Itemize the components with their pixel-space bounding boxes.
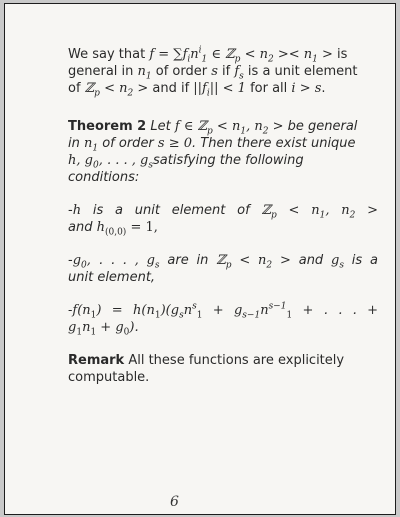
page-content — [68, 46, 378, 386]
definition-paragraph — [68, 46, 378, 97]
theorem-text: be general — [283, 119, 358, 134]
remark-heading: Remark — [68, 353, 125, 368]
definition-formula: $f = \sum f_in^i_1$ ∈ ℤ$_p$ < $n_2 >< n_1$ > — [149, 45, 333, 65]
theorem-text: . Then there exist unique — [192, 136, 356, 151]
condition-1-text: and — [68, 220, 97, 235]
theorem-text: in — [68, 136, 84, 151]
condition-2-line: $-g_0$, . . . , $g_s$ are in ℤ$_p$ < $n_2$ > and $g_s$ is a — [68, 253, 378, 271]
condition-1-line: -h is a unit element of ℤ$_p$ < $n_1$, $n_2$ > — [68, 203, 379, 221]
condition-3-line: $-f(n_1) = h(n_1)(g_sn^s_1 + g_{s-1}n^{s-1}_1$ + . . . + — [68, 301, 379, 321]
theorem-text: satisfying the following conditions: — [68, 153, 304, 185]
definition-text: of — [68, 81, 85, 96]
theorem-formula: $n_1$ — [83, 136, 99, 154]
definition-text: of order — [151, 64, 212, 79]
theorem-text: of order — [98, 136, 158, 151]
condition-1 — [68, 202, 378, 236]
definition-text: if — [217, 64, 235, 79]
definition-formula: i > s — [291, 81, 322, 96]
document-page — [4, 3, 396, 515]
definition-text: . — [321, 81, 326, 96]
theorem-heading: Theorem 2 — [68, 119, 147, 134]
definition-text: is — [332, 47, 348, 62]
theorem-paragraph — [68, 118, 378, 186]
definition-text: for all — [245, 81, 292, 96]
theorem-formula: h, $g_0$, . . . , $g_s$ — [68, 153, 153, 171]
definition-formula: $f_s$ — [234, 64, 244, 82]
definition-text: is a unit element — [243, 64, 358, 79]
condition-3-formula: $g_1n_1 + g_0$). — [68, 320, 139, 338]
theorem-formula: s ≥ 0 — [157, 136, 193, 151]
definition-formula: $||f_i|| < 1$ — [193, 81, 246, 99]
condition-2-text: unit element, — [68, 270, 156, 285]
theorem-formula: f ∈ ℤ$_p$ < $n_1$, $n_2$ > — [174, 119, 284, 137]
condition-1-formula: $h_{(0,0)} = 1$, — [96, 220, 158, 238]
condition-2 — [68, 252, 378, 286]
theorem-text: Let — [146, 119, 175, 134]
definition-text: and if — [148, 81, 194, 96]
definition-formula: $n_1$ — [137, 64, 152, 82]
remark-paragraph — [68, 352, 378, 386]
page-number: 6 — [170, 494, 179, 510]
condition-3 — [68, 302, 378, 336]
definition-text: We say that — [68, 47, 150, 62]
definition-text: general in — [68, 64, 138, 79]
definition-formula: ℤ$_p$ < $n_2$ > — [84, 81, 149, 99]
definition-formula: s — [211, 64, 218, 79]
remark-text: All these functions are explicitely computable. — [68, 353, 345, 385]
